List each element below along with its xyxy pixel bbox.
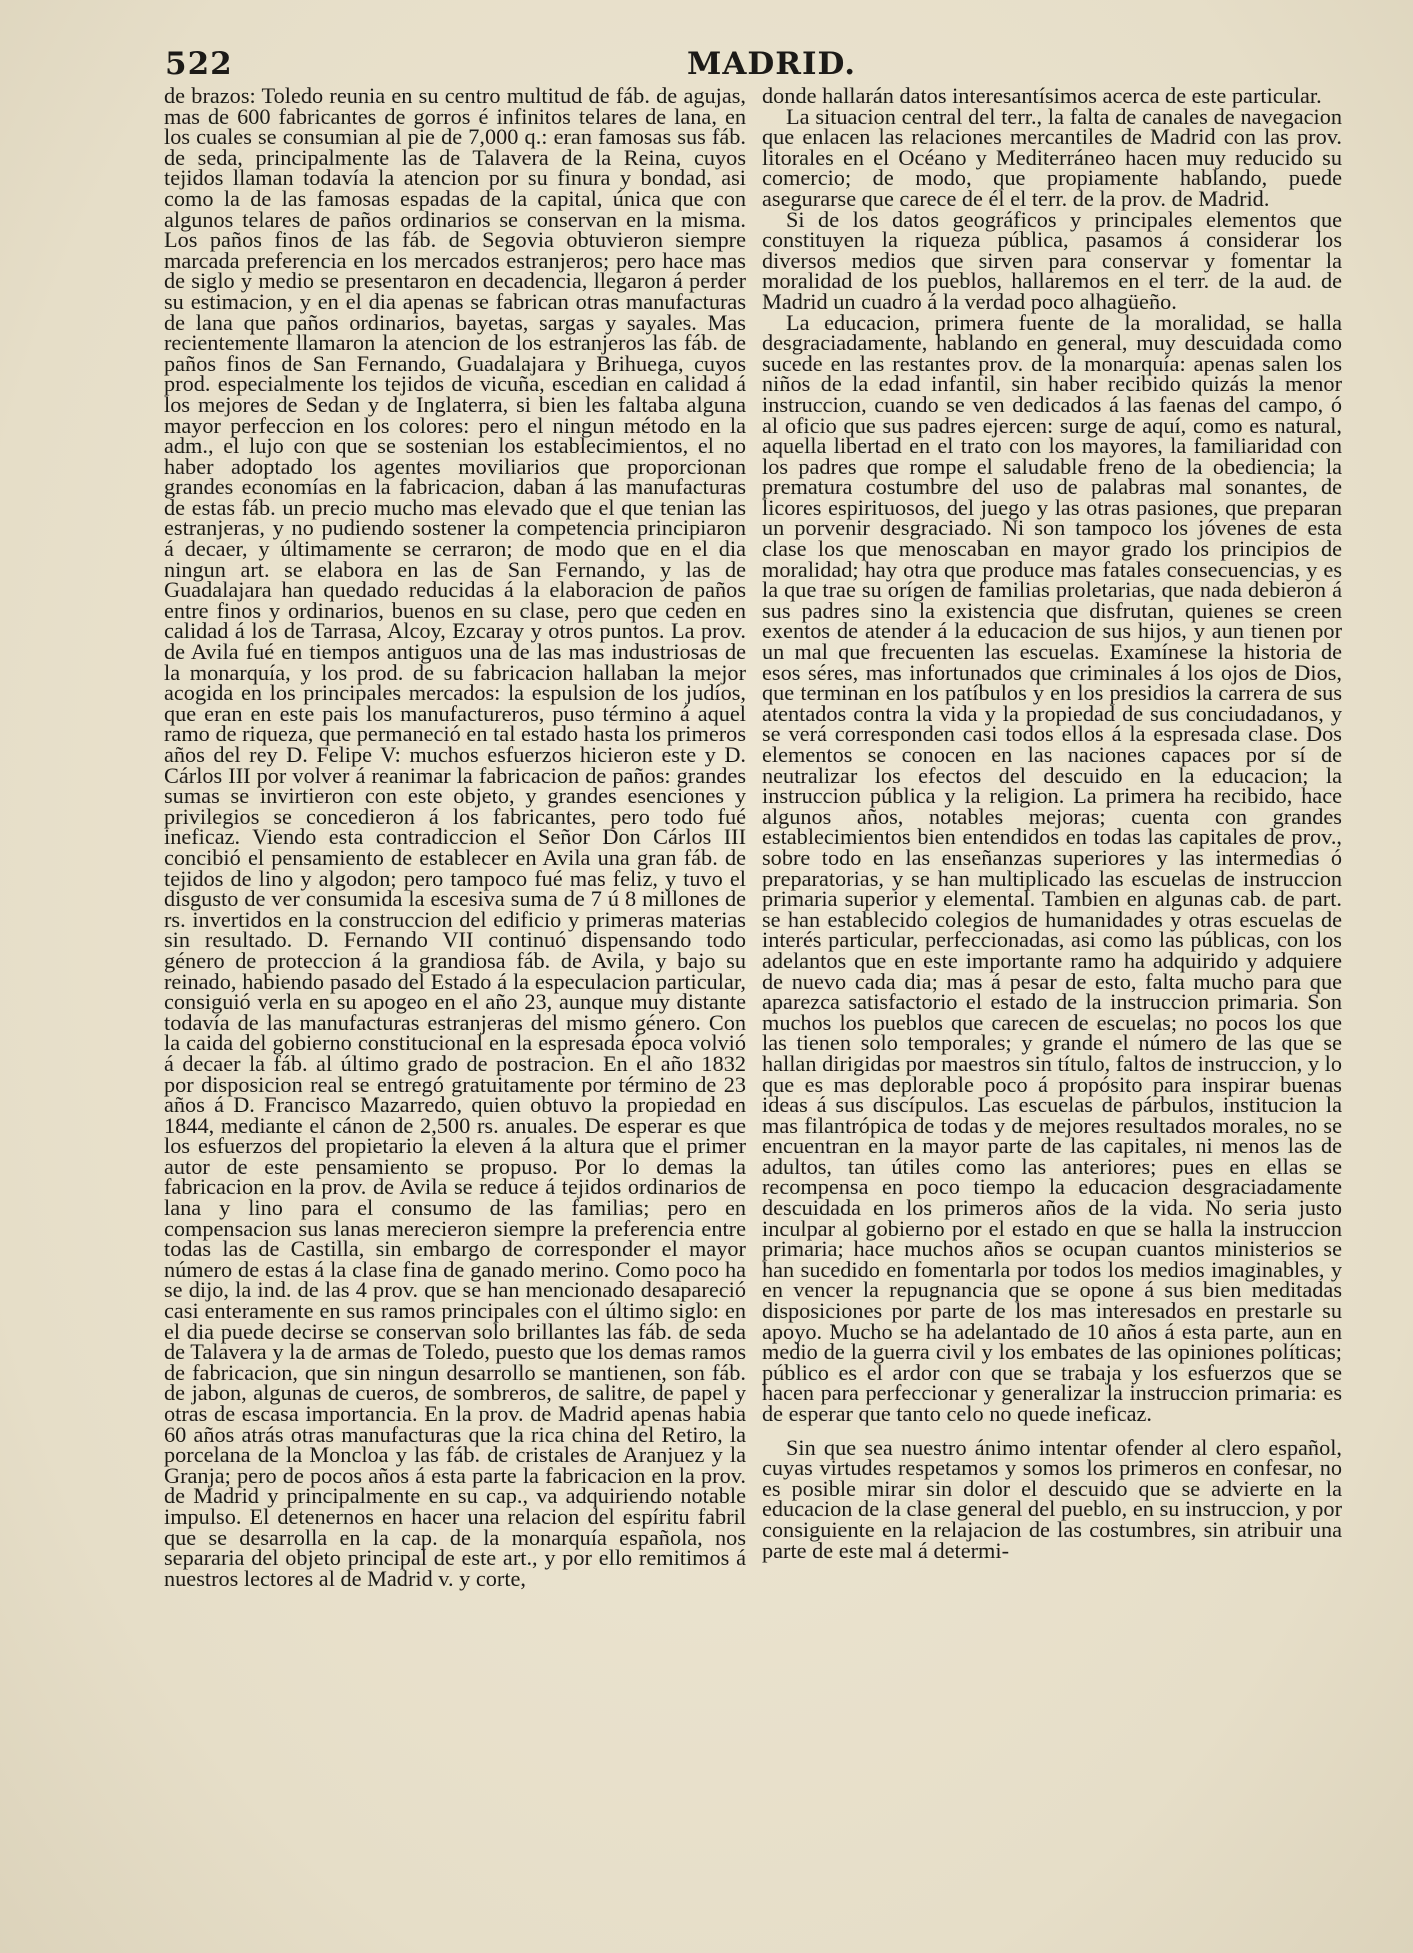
right-column: [762, 86, 1342, 1936]
left-column: [164, 86, 746, 1936]
running-head: MADRID.: [687, 46, 857, 82]
paragraph: La situacion central del terr., la falta de canales de navegacion que enlacen las relaciones mercantiles de Madrid con las prov. litorales en el Océano y Mediterráneo hacen muy reducido su comercio; de modo, que propiamente hablando, puede asegurarse que carece de él el terr. de la prov. de Madrid.: [762, 103, 1342, 211]
page-number: 522: [165, 46, 233, 82]
paragraph: de brazos: Toledo reunia en su centro multitud de fáb. de agujas, mas de 600 fabricantes de gorros é infinitos telares de lana, en los cuales se consumian al pie de 7,000 q.: eran famosas sus fáb. de seda, principalmente las de Talavera de la Reina, cuyos tejidos llaman todavía la atencion por su finura y bondad, asi como la de las famosas espadas de la capital, única que con algunos telares de paños ordinarios se conservan en la misma. Los paños finos de las fáb. de Segovia obtuvieron siempre marcada preferencia en los mercados estranjeros; pero hace mas de siglo y medio se presentaron en decadencia, llegaron á perder su estimacion, y en el dia apenas se fabrican otras manufacturas de lana que paños ordinarios, bayetas, sargas y sayales. Mas recientemente llamaron la atencion de los estranjeros las fáb. de paños finos de San Fernando, Guadalajara y Brihuega, cuyos prod. especialmente los tejidos de vicuña, escedian en calidad á los mejores de Sedan y de Inglaterra, si bien les faltaba alguna mayor perfeccion en los colores: pero el ningun método en la adm., el lujo con que se sostenian los establecimientos, el no haber adoptado los agentes moviliarios que proporcionan grandes economías en la fabricacion, daban á las manufacturas de estas fáb. un precio mucho mas elevado que el que tenian las estranjeras, y no pudiendo sostener la competencia principiaron á decaer, y últimamente se cerraron; de modo que en el dia ningun art. se elabora en las de San Fernando, y las de Guadalajara han quedado reducidas á la elaboracion de paños entre finos y ordinarios, buenos en su clase, pero que ceden en calidad á los de Tarrasa, Alcoy, Ezcaray y otros puntos. La prov. de Avila fué en tiempos antiguos una de las mas industriosas de la monarquía, y los prod. de su fabricacion hallaban la mejor acogida en los principales mercados: la espulsion de los judíos, que eran en este pais los manufactureros, puso término á aquel ramo de riqueza, que permaneció en tal estado hasta los primeros años del rey D. Felipe V: muchos esfuerzos hicieron este y D. Cárlos III por volver á reanimar la fabricacion de paños: grandes sumas se invirtieron con este objeto, y grandes esenciones y privilegios se concedieron á los fabricantes, pero todo fué ineficaz. Viendo esta contradiccion el Señor Don Cárlos III concibió el pensamiento de establecer en Avila una gran fáb. de tejidos de lino y algodon; pero tampoco fué mas feliz, y tuvo el disgusto de ver consumida la escesiva suma de 7 ú 8 millones de rs. invertidos en la construccion del edificio y primeras materias sin resultado. D. Fernando VII continuó dispensando todo género de proteccion á la grandiosa fáb. de Avila, y bajo su reinado, habiendo pasado del Estado á la especulacion particular, consiguió verla en su apogeo en el año 23, aunque muy distante todavía de las manufacturas estranjeras del mismo género. Con la caida del gobierno constitucional en la espresada época volvió á decaer la fáb. al último grado de postracion. En el año 1832 por disposicion real se entregó gratuitamente por término de 23 años á D. Francisco Mazarredo, quien obtuvo la propiedad en 1844, mediante el cánon de 2,500 rs. anuales. De esperar es que los esfuerzos del propietario la eleven á la altura que el primer autor de este pensamiento se propuso. Por lo demas la fabricacion en la prov. de Avila se reduce á tejidos ordinarios de lana y lino para el consumo de las familias; pero en compensacion sus lanas merecieron siempre la preferencia entre todas las de Castilla, sin embargo de corresponder el mayor número de estas á la clase fina de ganado merino. Como poco ha se dijo, la ind. de las 4 prov. que se han mencionado desapareció casi enteramente en sus ramos principales con el último siglo: en el dia puede decirse se conservan solo brillantes las fáb. de seda de Talavera y la de armas de Toledo, puesto que los demas ramos de fabricacion, que sin ningun desarrollo se mantienen, son fáb. de jabon, algunas de cueros, de sombreros, de salitre, de papel y otras de escasa importancia. En la prov. de Madrid apenas habia 60 años atrás otras manufacturas que la rica china del Retiro, la porcelana de la Moncloa y las fáb. de cristales de Aranjuez y la Granja; pero de pocos años á esta parte la fabricacion en la prov. de Madrid y principalmente en su cap., va adquiriendo notable impulso. El detenernos en hacer una relacion del espíritu fabril que se desarrolla en la cap. de la monarquía española, nos separaria del objeto principal de este art., y por ello remitimos á nuestros lectores al de Madrid v. y corte,: [164, 86, 746, 1591]
paragraph: donde hallarán datos interesantísimos acerca de este particular.: [762, 86, 1322, 108]
paragraph: La educacion, primera fuente de la moralidad, se halla desgraciadamente, hablando en general, muy descuidada como sucede en las restantes prov. de la monarquía: apenas salen los niños de la edad infantil, sin haber recibido quizás la menor instruccion, cuando se ven dedicados á las faenas del campo, ó al oficio que sus padres ejercen: surge de aquí, como es natural, aquella libertad en el trato con los mayores, la familiaridad con los padres que rompe el saludable freno de la obediencia; la prematura costumbre del uso de palabras mal sonantes, de licores espirituosos, del juego y las otras pasiones, que preparan un porvenir desgraciado. Ni son tampoco los jóvenes de esta clase los que menoscaban en mayor grado los principios de moralidad; hay otra que produce mas fatales consecuencias, y es la que trae su orígen de familias proletarias, que nada debieron á sus padres sino la existencia que disfrutan, quienes se creen exentos de atender á la educacion de sus hijos, y aun tienen por un mal que frecuenten las escuelas. Examínese la historia de esos séres, mas infortunados que criminales á los ojos de Dios, que terminan en los patíbulos y en los presidios la carrera de sus atentados contra la vida y la propiedad de sus conciudadanos, y se verá corresponden casi todos ellos á la espresada clase. Dos elementos se conocen en las naciones capaces por sí de neutralizar los efectos del descuido en la educacion; la instruccion pública y la religion. La primera ha recibido, hace algunos años, notables mejoras; cuenta con grandes establecimientos bien entendidos en todas las capitales de prov., sobre todo en las enseñanzas superiores y las intermedias ó preparatorias, y se han multiplicado las escuelas de instruccion primaria superior y elemental. Tambien en algunas cab. de part. se han establecido colegios de humanidades y otras escuelas de interés particular, perfeccionadas, asi como las públicas, con los adelantos que en este importante ramo ha adquirido y adquiere de nuevo cada dia; mas á pesar de esto, falta mucho para que aparezca satisfactorio el estado de la instruccion primaria. Son muchos los pueblos que carecen de escuelas; no pocos los que las tienen solo temporales; y grande el número de las que se hallan dirigidas por maestros sin título, faltos de instruccion, y lo que es mas deplorable poco á propósito para inspirar buenas ideas á sus discípulos. Las escuelas de párbulos, institucion la mas filantrópica de todas y de mejores resultados morales, no se encuentran en la mayor parte de las capitales, ni menos las de adultos, tan útiles como las anteriores; pues en ellas se recompensa en poco tiempo la educacion desgraciadamente descuidada en los primeros años de la vida. No seria justo inculpar al gobierno por el estado en que se halla la instruccion primaria; hace muchos años se ocupan cuantos ministerios se han sucedido en fomentarla por todos los medios imaginables, y en vencer la repugnancia que se opone á sus bien meditadas disposiciones por parte de los mas interesados en prestarle su apoyo. Mucho se ha adelantado de 10 años á esta parte, aun en medio de la guerra civil y los embates de las opiniones políticas; público es el ardor con que se trabaja y los esfuerzos que se hacen para perfeccionar y generalizar la instruccion primaria: es de esperar que tanto celo no quede ineficaz.: [762, 309, 1342, 1426]
paragraph: Sin que sea nuestro ánimo intentar ofender al clero español, cuyas virtudes respetamos y somos los primeros en confesar, no es posible mirar sin dolor el descuido que se advierte en la educacion de la clase general del pueblo, en su instruccion, y por consiguiente en la relajacion de las costumbres, sin atribuir una parte de este mal á determi-: [762, 1434, 1342, 1563]
paragraph: Si de los datos geográficos y principales elementos que constituyen la riqueza pública, pasamos á considerar los diversos medios que sirven para conservar y fomentar la moralidad de los pueblos, hallaremos en el terr. de la aud. de Madrid un cuadro á la verdad poco alhagüeño.: [762, 206, 1342, 314]
page-header: [165, 46, 1345, 86]
